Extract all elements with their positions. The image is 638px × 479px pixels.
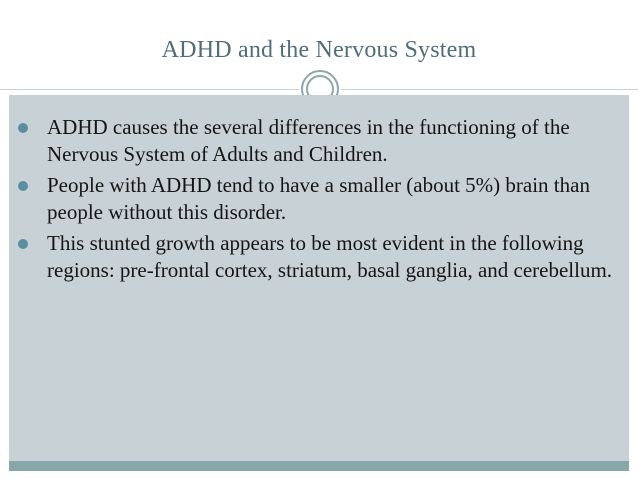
bullet-dot-icon [18,239,28,249]
bullet-item [18,230,618,284]
bullet-text: This stunted growth appears to be most evident in the following regions: pre-frontal cortex, striatum, basal ganglia, and cerebellum. [47,231,613,282]
bullet-dot-icon [18,181,28,191]
bullet-item [18,114,618,168]
footer-bar [9,461,629,471]
bullet-dot-icon [18,123,28,133]
bullet-text: People with ADHD tend to have a smaller (about 5%) brain than people without this disorder. [47,173,590,224]
bullet-text: ADHD causes the several differences in the functioning of the Nervous System of Adults and Children. [47,115,570,166]
slide-title: ADHD and the Nervous System [161,37,477,63]
bullet-list [18,114,618,288]
bullet-item [18,172,618,226]
